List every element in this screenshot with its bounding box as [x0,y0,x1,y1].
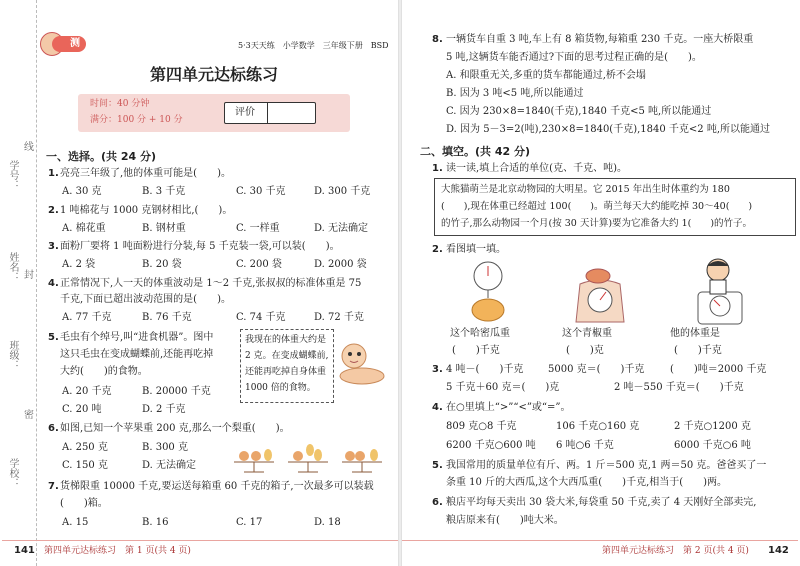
pepper-blank[interactable]: ( )克 [566,345,604,356]
right-page [402,0,800,566]
caterpillar-icon [332,336,388,392]
fill-q4-number: 4. [432,402,443,413]
q1-number: 1. [48,168,59,179]
q8-option-a[interactable]: A. 和限重无关,多重的货车都能通过,桥不会塌 [446,70,646,81]
fill-q4-text: 在○里填上“>”“<”或“=”。 [446,402,571,413]
q7-option-b[interactable]: B. 16 [142,517,169,528]
q6-option-b[interactable]: B. 300 克 [142,442,188,453]
q4-option-b[interactable]: B. 76 千克 [142,312,192,323]
q5-text-2: 这只毛虫在变成蝴蝶前,还能再吃掉 [60,349,214,360]
evaluation-divider [267,103,268,123]
q8-line-2: 5 吨,这辆货车能否通过?下面的思考过程正确的是( )。 [446,52,702,63]
evaluation-label: 评价 [235,107,255,118]
margin-seal-seal: 封 [24,270,34,281]
time-label: 时间：40 分钟 [90,99,150,109]
q4-option-a[interactable]: A. 77 千克 [62,312,112,323]
footer-rule-right [402,540,798,541]
q8-option-d[interactable]: D. 因为 5－3=2(吨),230×8=1840(千克),1840 千克<2 吨,所以能通过 [446,124,771,135]
panda-line-1: 大熊猫萌兰是北京动物园的大明星。它 2015 年出生时体重约为 180 [441,184,730,195]
fill-q2-number: 2. [432,244,443,255]
q3-item-1[interactable]: 4 吨－( )千克 [446,364,524,375]
q1-option-c[interactable]: C. 30 千克 [236,186,286,197]
q2-number: 2. [48,205,59,216]
q6-option-c[interactable]: C. 150 克 [62,460,108,471]
q6-number: 6. [48,423,59,434]
left-page [0,0,398,566]
q3-item-3[interactable]: ( )吨＝2000 千克 [670,364,767,375]
q3-item-5[interactable]: 2 吨－550 千克＝( )千克 [614,382,744,393]
q8-option-b[interactable]: B. 因为 3 吨<5 吨,所以能通过 [446,88,584,99]
q4-number: 4. [48,278,59,289]
compare-5[interactable]: 6 吨○6 千克 [556,440,614,451]
q7-text-2: ( )箱。 [60,498,108,509]
evaluation-box[interactable] [224,102,316,124]
q3-option-a[interactable]: A. 2 袋 [62,259,96,270]
q3-option-b[interactable]: B. 20 袋 [142,259,182,270]
bubble-line-4: 1000 倍的食物。 [245,383,316,393]
q7-number: 7. [48,481,59,492]
q3-item-2[interactable]: 5000 克＝( )千克 [548,364,645,375]
q3-number: 3. [48,241,59,252]
series-label: 5·3天天练 小学数学 三年级下册 BSD [238,41,389,50]
badge-label: 测评卷 [52,36,86,52]
q5-number: 5. [48,332,59,343]
compare-4[interactable]: 6200 千克○600 吨 [446,440,536,451]
fill-q5-number: 5. [432,460,443,471]
bubble-line-3: 还能再吃掉自身体重 [245,367,327,377]
q3-option-d[interactable]: D. 2000 袋 [314,259,367,270]
bubble-line-2: 2 克。在变成蝴蝶前, [245,351,329,361]
caterpillar-speech-bubble [240,329,334,403]
q1-option-d[interactable]: D. 300 千克 [314,186,371,197]
q6-line-1: 粮店平均每天卖出 30 袋大米,每袋重 50 千克,卖了 4 天刚好全部卖完, [446,497,757,508]
compare-1[interactable]: 809 克○8 千克 [446,421,517,432]
q7-option-c[interactable]: C. 17 [236,517,263,528]
margin-name: 姓名： [7,252,18,282]
compare-6[interactable]: 6000 千克○6 吨 [674,440,751,451]
q6-line-2: 粮店原来有( )吨大米。 [446,515,564,526]
q6-text: 如图,已知一个苹果重 200 克,那么一个梨重( )。 [60,423,290,434]
q5-line-1: 我国常用的质量单位有斤、两。1 斤＝500 克,1 两＝50 克。爸爸买了一 [446,460,767,471]
q2-option-b[interactable]: B. 钢材重 [142,223,186,234]
q5-option-a[interactable]: A. 20 千克 [62,386,112,397]
footer-rule [2,540,398,541]
margin-school: 学校： [7,458,18,488]
q3-item-4[interactable]: 5 千克＋60 克＝( )克 [446,382,560,393]
boy-blank[interactable]: ( )千克 [674,345,722,356]
balance-scales-figure [226,434,390,476]
q2-option-a[interactable]: A. 棉花重 [62,223,106,234]
q4-option-c[interactable]: C. 74 千克 [236,312,286,323]
page-number-left: 141 [14,545,35,556]
footer-text-left: 第四单元达标练习 第 1 页(共 4 页) [44,546,191,556]
page-number-right: 142 [768,545,789,556]
pepper-caption: 这个青椒重 [562,328,612,339]
q2-option-d[interactable]: D. 无法确定 [314,223,369,234]
compare-2[interactable]: 106 千克○160 克 [556,421,640,432]
q4-option-d[interactable]: D. 72 千克 [314,312,364,323]
q3-text: 面粉厂要将 1 吨面粉进行分装,每 5 千克装一袋,可以装( )。 [60,241,340,252]
q4-text: 正常情况下,人一天的体重波动是 1～2 千克,张叔叔的标准体重是 75 [60,278,362,289]
melon-caption: 这个哈密瓜重 [450,328,510,339]
q5-option-c[interactable]: C. 20 吨 [62,404,102,415]
panda-line-3: 的竹子,那么动物园一个月(按 30 天计算)要为它准备大约 1( )的竹子。 [441,218,753,229]
q8-option-c[interactable]: C. 因为 230×8=1840(千克),1840 千克<5 吨,所以能通过 [446,106,712,117]
q7-option-d[interactable]: D. 18 [314,517,341,528]
q5-line-2: 条重 10 斤的大西瓜,这个大西瓜重( )千克,相当于( )两。 [446,477,728,488]
panda-story-box [434,178,796,236]
margin-seal-secret: 密 [24,410,34,421]
melon-blank[interactable]: ( )千克 [452,345,500,356]
kitchen-scale-pepper-icon [568,262,632,324]
q6-option-d[interactable]: D. 无法确定 [142,460,197,471]
q5-option-d[interactable]: D. 2 千克 [142,404,186,415]
q5-text: 毛虫有个绰号,叫“进食机器”。图中 [60,332,214,343]
boy-on-scale-icon [688,256,752,326]
q5-option-b[interactable]: B. 20000 千克 [142,386,211,397]
q1-text: 亮亮三年级了,他的体重可能是( )。 [60,168,231,179]
q8-number: 8. [432,34,443,45]
q2-text: 1 吨棉花与 1000 克钢材相比,( )。 [60,205,233,216]
boy-caption: 他的体重是 [670,328,720,339]
bubble-line-1: 我现在的体重大约是 [245,335,327,345]
panda-line-2: ( ),现在体重已经超过 100( )。萌兰每天大约能吃掉 30～40( ) [441,201,753,212]
compare-3[interactable]: 2 千克○1200 克 [674,421,751,432]
q4-text-2: 千克,下面已超出波动范围的是( )。 [60,294,231,305]
margin-student-id: 学号： [7,160,18,190]
q1-option-a[interactable]: A. 30 克 [62,186,102,197]
score-label: 满分：100 分 + 10 分 [90,115,183,125]
fill-q3-number: 3. [432,364,443,375]
section-choice: 一、选择。(共 24 分) [46,150,157,163]
footer-text-right: 第四单元达标练习 第 2 页(共 4 页) [602,546,749,556]
info-box [78,94,350,132]
spring-scale-melon-icon [458,258,518,324]
q6-option-a[interactable]: A. 250 克 [62,442,108,453]
margin-seal-line: 线 [24,142,34,153]
q5-text-3: 大约( )的食物。 [60,366,148,377]
page-title: 第四单元达标练习 [150,65,279,84]
q2-option-c[interactable]: C. 一样重 [236,223,280,234]
fill-q1-number: 1. [432,163,443,174]
q8-line-1: 一辆货车自重 3 吨,车上有 8 箱货物,每箱重 230 千克。一座大桥限重 [446,34,754,45]
section-fill-in: 二、填空。(共 42 分) [420,145,531,158]
q7-text: 货梯限重 10000 千克,要运送每箱重 60 千克的箱子,一次最多可以装载 [60,481,374,492]
q1-option-b[interactable]: B. 3 千克 [142,186,186,197]
q3-option-c[interactable]: C. 200 袋 [236,259,282,270]
fill-q2-text: 看图填一填。 [446,244,506,255]
margin-class: 班级： [7,340,18,370]
q7-option-a[interactable]: A. 15 [62,517,89,528]
fill-q1-text: 读一读,填上合适的单位(克、千克、吨)。 [446,163,627,174]
fill-q6-number: 6. [432,497,443,508]
